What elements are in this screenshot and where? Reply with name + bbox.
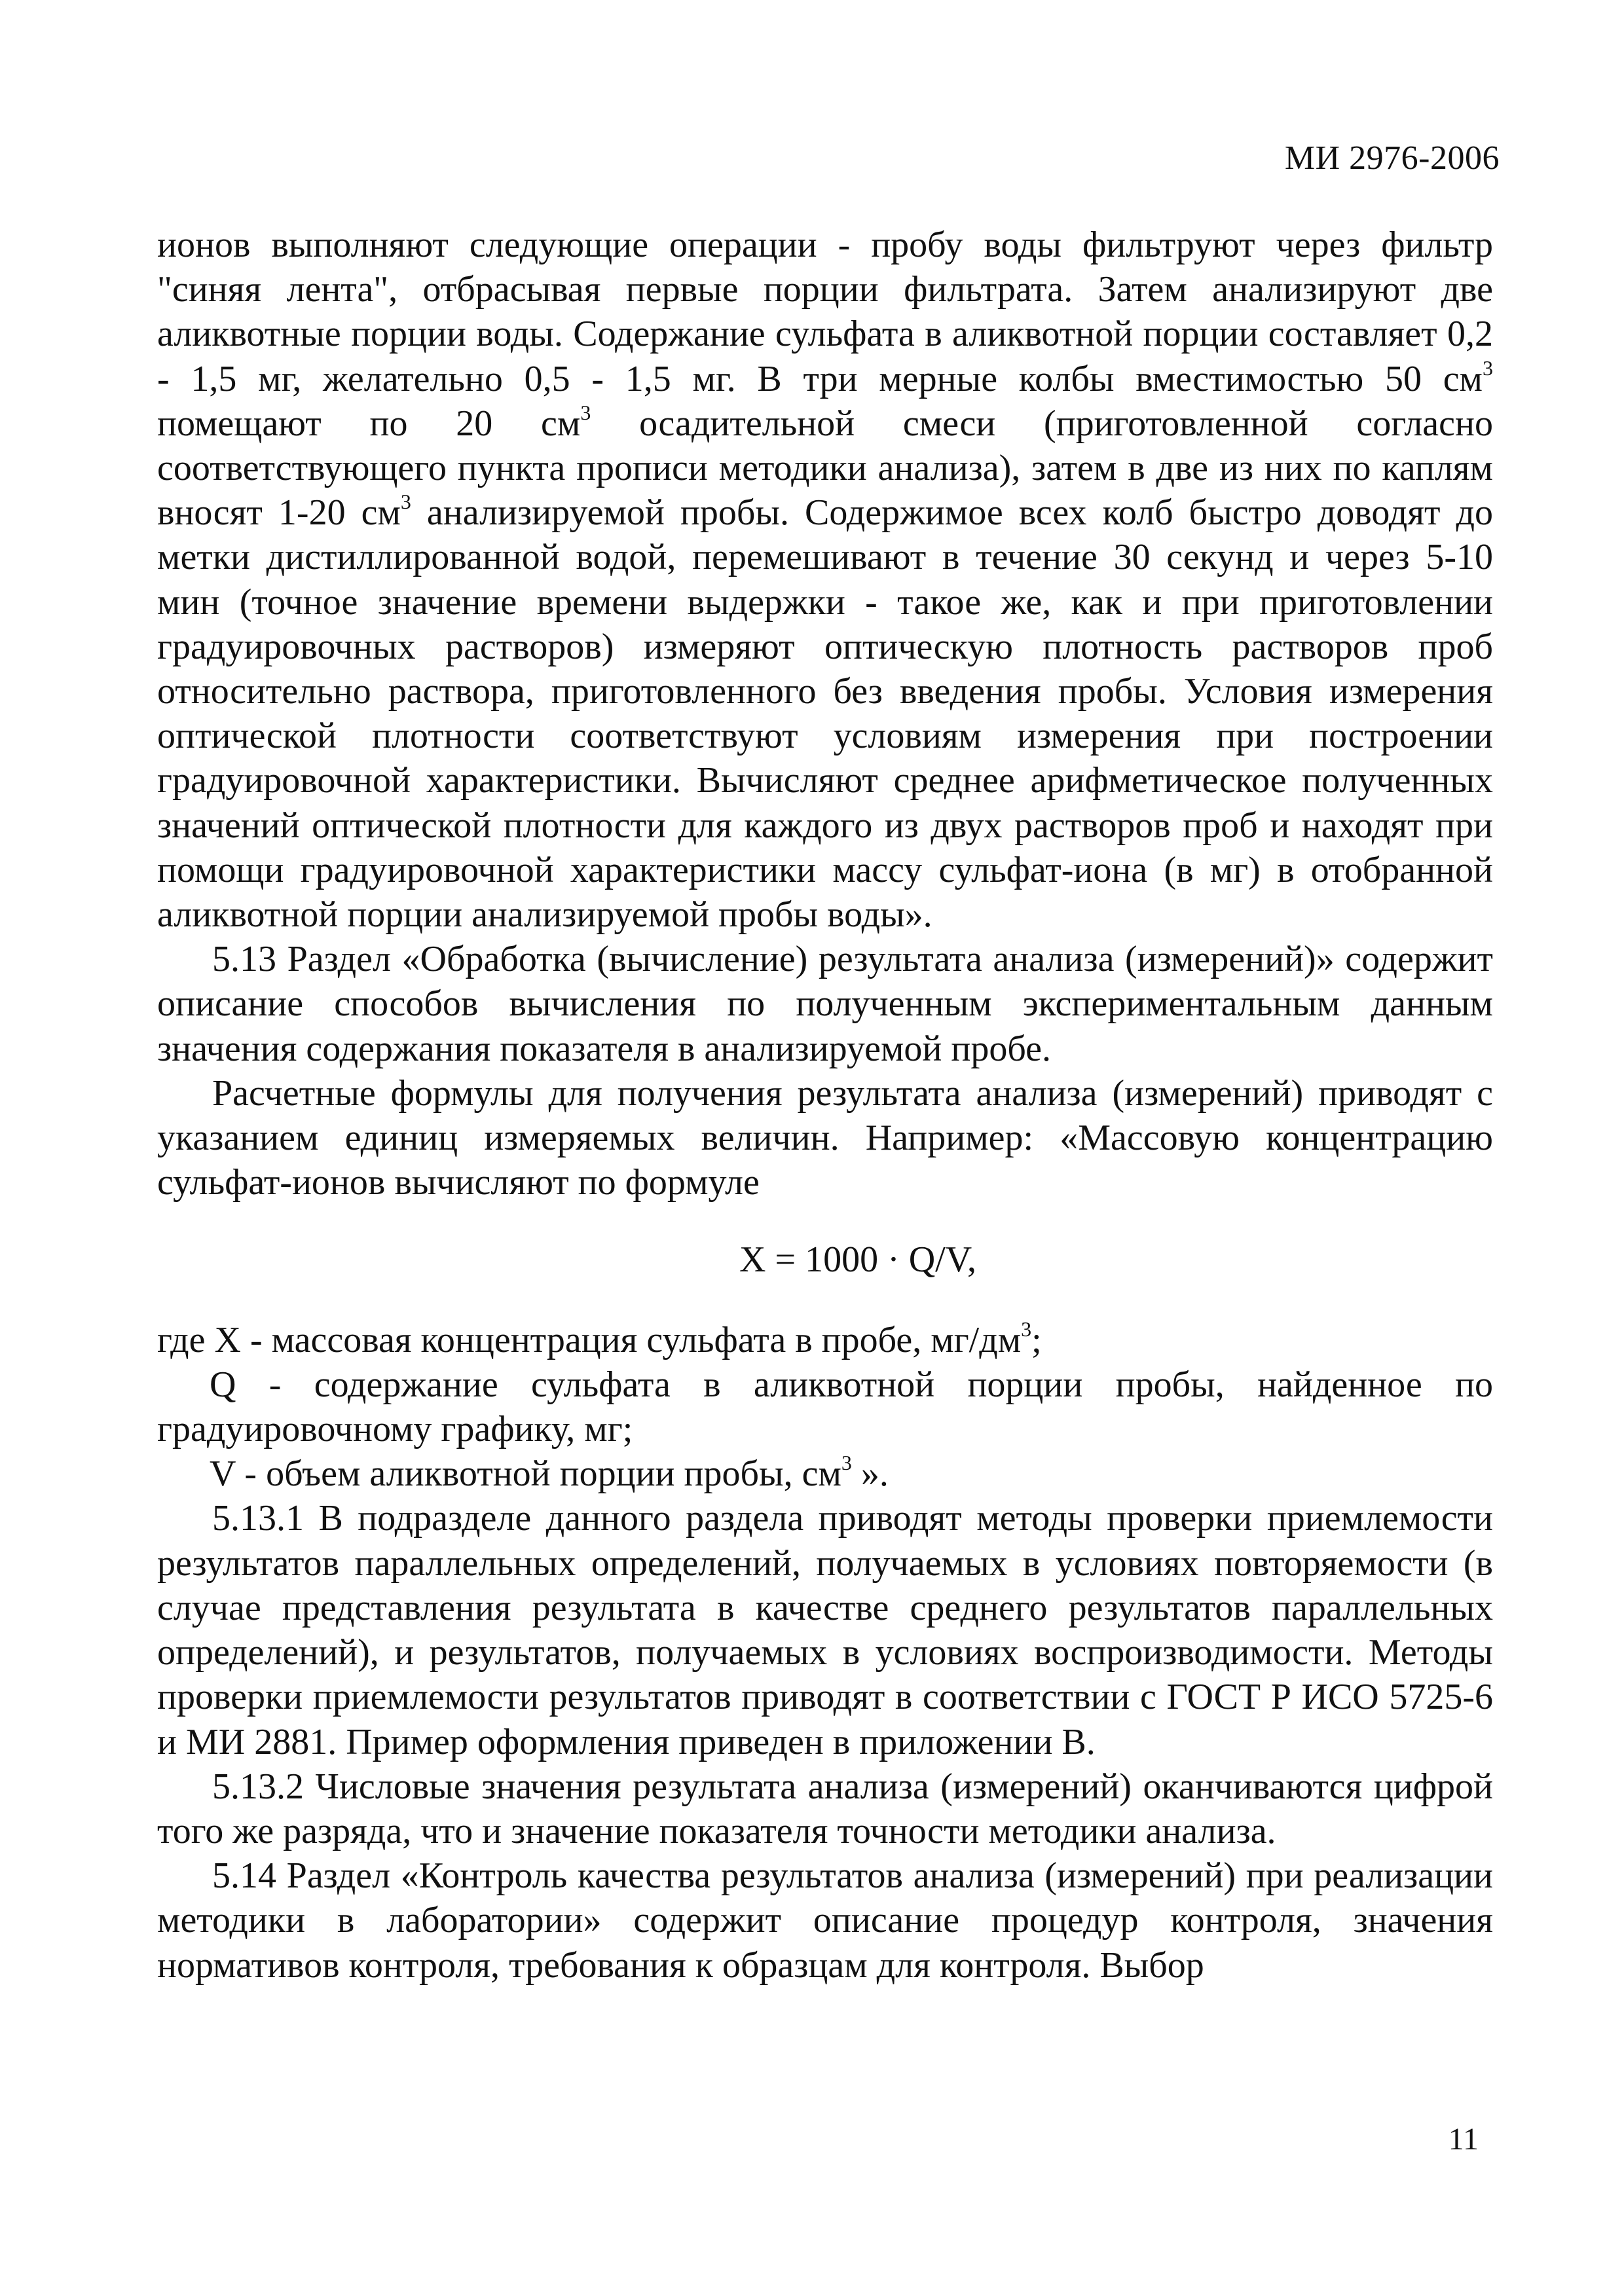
paragraph-sample-preparation — [157, 223, 1493, 937]
document-code-header: МИ 2976-2006 — [1284, 139, 1500, 177]
paragraph-text: ». — [851, 1453, 889, 1495]
paragraph-text: осадительной смеси (приготовленной согласно соответствующего пункта прописи методики анализа), затем в две из них по каплям вносят 1-20 см — [157, 403, 1493, 534]
paragraph-text: ионов выполняют следующие операции - пробу воды фильтруют через фильтр "синяя лента", отбрасывая первые порции фильтрата. Затем анализируют две аликвотные порции воды. Содержание сульфата в аликвотной порции составляет 0,2 - 1,5 мг, желательно 0,5 - 1,5 мг. В три мерные колбы вместимостью 50 см — [157, 225, 1493, 399]
superscript: 3 — [1021, 1317, 1032, 1341]
paragraph-formulas: Расчетные формулы для получения результата анализа (измерений) приводят с указанием единиц измеряемых величин. Например: «Массовую концентрацию сульфат-ионов вычисляют по формуле — [157, 1072, 1493, 1203]
formula-where-x — [157, 1318, 1493, 1362]
page-number: 11 — [1448, 2122, 1479, 2157]
paragraph-text: анализируемой пробы. Содержимое всех колб быстро доводят до метки дистиллированной водой, перемешивают в течение 30 секунд и через 5-10 мин (точное значение времени выдержки - такое же, как и при приготовлении градуировочных растворов) измеряют оптическую плотность растворов проб относительно раствора, приготовленного без введения пробы. Условия измерения оптической плотности соответствуют условиям измерения при построении градуировочной характеристики. Вычисляют среднее арифметическое полученных значений оптической плотности для каждого из двух растворов проб и находят при помощи градуировочной характеристики массу сульфат-иона (в мг) в отобранной аликвотной порции анализируемой пробы воды». — [157, 492, 1493, 936]
paragraph-5-13: 5.13 Раздел «Обработка (вычисление) результата анализа (измерений)» содержит описание способов вычисления по полученным экспериментальным данным значения содержания показателя в анализируемой пробе. — [157, 939, 1493, 1069]
superscript: 3 — [841, 1451, 852, 1475]
document-body — [157, 223, 1493, 1988]
paragraph-5-14: 5.14 Раздел «Контроль качества результатов анализа (измерений) при реализации методики в лаборатории» содержит описание процедур контроля, значения нормативов контроля, требования к образцам для контроля. Выбор — [157, 1855, 1493, 1986]
superscript: 3 — [1483, 355, 1493, 380]
paragraph-text: где X - массовая концентрация сульфата в пробе, мг/дм — [157, 1319, 1022, 1360]
paragraph-5-13-2: 5.13.2 Числовые значения результата анализа (измерений) оканчиваются цифрой того же разряда, что и значение показателя точности методики анализа. — [157, 1766, 1493, 1851]
superscript: 3 — [580, 400, 591, 424]
paragraph-text: помещают по 20 см — [157, 403, 581, 444]
formula-where-q: Q - содержание сульфата в аликвотной порции пробы, найденное по градуировочному графику, мг; — [157, 1364, 1493, 1450]
paragraph-text: ; — [1031, 1319, 1042, 1360]
paragraph-text: V - объем аликвотной порции пробы, см — [210, 1453, 841, 1495]
paragraph-5-13-1: 5.13.1 В подразделе данного раздела приводят методы проверки приемлемости результатов параллельных определений, получаемых в условиях повторяемости (в случае представления результата в качестве среднего результатов параллельных определений), и результатов, получаемых в условиях воспроизводимости. Методы проверки приемлемости результатов приводят в соответствии с ГОСТ Р ИСО 5725-6 и МИ 2881. Пример оформления приведен в приложении В. — [157, 1498, 1493, 1762]
formula: X = 1000 · Q/V, — [739, 1239, 976, 1281]
superscript: 3 — [400, 490, 411, 514]
formula-where-v — [157, 1451, 1493, 1496]
